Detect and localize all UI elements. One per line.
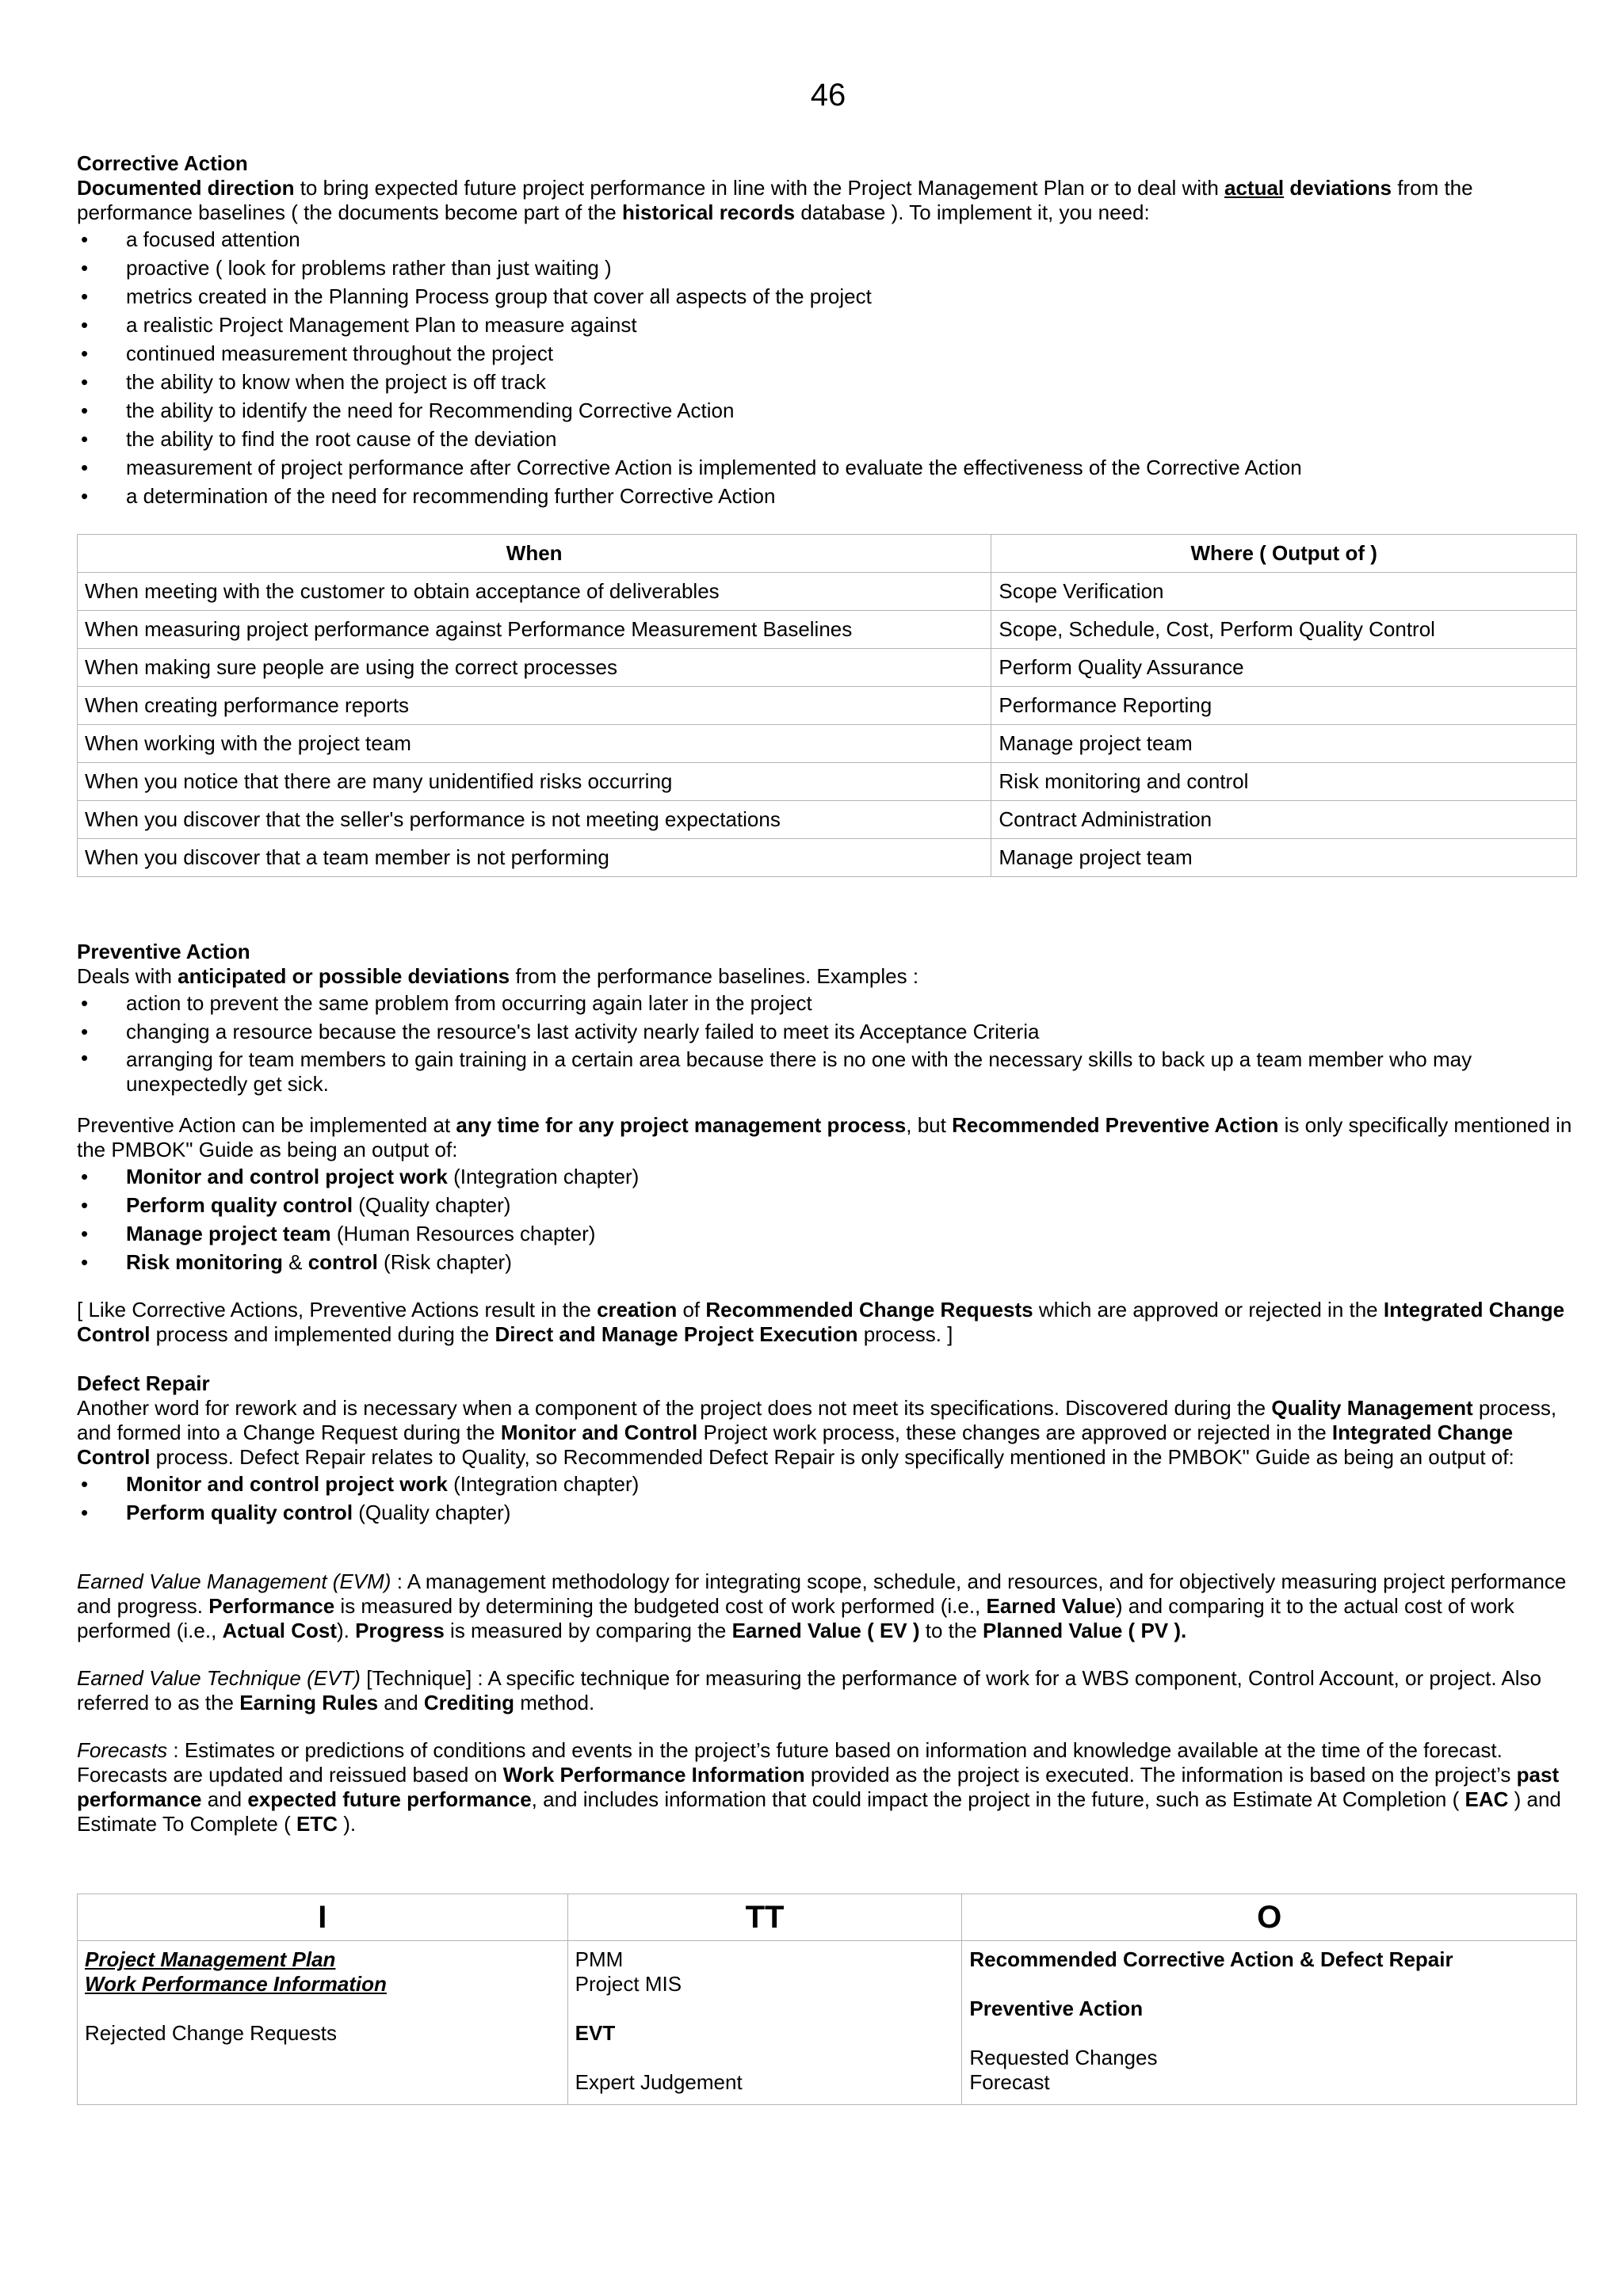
when-cell: When making sure people are using the correct processes	[78, 649, 991, 687]
list-item: • a realistic Project Management Plan to measure against	[77, 311, 1575, 339]
where-cell: Scope, Schedule, Cost, Perform Quality Control	[991, 611, 1577, 649]
corrective-action-intro: Documented direction to bring expected future project performance in line with the Project Management Plan or to deal with actual deviations from the performance baselines ( the documents become part of the historical records database ). To implement it, you need:	[77, 176, 1473, 224]
preventive-outputs-list	[77, 1162, 1575, 1276]
list-item: • the ability to find the root cause of the deviation	[77, 425, 1575, 453]
where-cell: Performance Reporting	[991, 687, 1577, 725]
list-item: • a determination of the need for recommending further Corrective Action	[77, 482, 1575, 510]
when-cell: When you notice that there are many unidentified risks occurring	[78, 763, 991, 801]
list-item: • Risk monitoring & control (Risk chapter)	[77, 1248, 1575, 1276]
preventive-action-section	[77, 940, 1575, 1097]
list-item: • Perform quality control (Quality chapter)	[77, 1498, 1575, 1527]
corrective-action-list	[77, 225, 1575, 510]
list-item: • action to prevent the same problem from occurring again later in the project	[77, 989, 1575, 1017]
when-cell: When meeting with the customer to obtain acceptance of deliverables	[78, 573, 991, 611]
list-item: • changing a resource because the resource's last activity nearly failed to meet its Acceptance Criteria	[77, 1017, 1575, 1046]
table-row	[78, 649, 1577, 687]
when-cell: When you discover that the seller's performance is not meeting expectations	[78, 801, 991, 839]
when-cell: When measuring project performance against Performance Measurement Baselines	[78, 611, 991, 649]
outputs-cell: Recommended Corrective Action & Defect Repair Preventive Action Requested Changes Forecast	[962, 1941, 1577, 2105]
column-header-inputs: I	[78, 1894, 568, 1941]
table-row	[78, 1941, 1577, 2105]
list-item: • Perform quality control (Quality chapter)	[77, 1191, 1575, 1219]
defect-repair-paragraph: Another word for rework and is necessary when a component of the project does not meet its specifications. Discovered during the Quality Management process, and formed into a Change Request during the Monitor and Control Project work process, these changes are approved or rejected in the Integrated Change Control process. Defect Repair relates to Quality, so Recommended Defect Repair is only specifically mentioned in the PMBOK" Guide as being an output of:	[77, 1396, 1557, 1469]
list-item: • Monitor and control project work (Integration chapter)	[77, 1470, 1575, 1498]
where-cell: Contract Administration	[991, 801, 1577, 839]
evm-definition: Earned Value Management (EVM) : A management methodology for integrating scope, schedule, and resources, and for objectively measuring project performance and progress. Performance is measured by determining the budgeted cost of work performed (i.e., Earned Value) and comparing it to the actual cost of work performed (i.e., Actual Cost). Progress is measured by comparing the Earned Value ( EV ) to the Planned Value ( PV ).	[77, 1569, 1567, 1642]
table-row	[78, 801, 1577, 839]
preventive-action-paragraph: Preventive Action can be implemented at any time for any project management process, but Recommended Preventive Action is only specifically mentioned in the PMBOK" Guide as being an output of:	[77, 1113, 1572, 1161]
table-row	[78, 687, 1577, 725]
defect-repair-heading: Defect Repair	[77, 1371, 210, 1395]
table-row	[78, 611, 1577, 649]
table-header-row	[78, 1894, 1577, 1941]
list-item: • arranging for team members to gain training in a certain area because there is no one with the necessary skills to back up a team member who may unexpectedly get sick.	[77, 1046, 1575, 1097]
list-item: • the ability to identify the need for Recommending Corrective Action	[77, 396, 1575, 425]
preventive-action-heading: Preventive Action	[77, 940, 250, 963]
list-item: • proactive ( look for problems rather than just waiting )	[77, 254, 1575, 282]
page-number: 46	[810, 78, 846, 113]
when-cell: When you discover that a team member is not performing	[78, 839, 991, 877]
table-row	[78, 839, 1577, 877]
list-item: • Manage project team (Human Resources chapter)	[77, 1219, 1575, 1248]
preventive-action-scope	[77, 1113, 1575, 1276]
table-row	[78, 763, 1577, 801]
preventive-action-intro: Deals with anticipated or possible deviations from the performance baselines. Examples :	[77, 964, 919, 988]
where-cell: Perform Quality Assurance	[991, 649, 1577, 687]
preventive-action-list	[77, 989, 1575, 1097]
where-cell: Manage project team	[991, 839, 1577, 877]
where-cell: Scope Verification	[991, 573, 1577, 611]
evt-definition: Earned Value Technique (EVT) [Technique] : A specific technique for measuring the performance of work for a WBS component, Control Account, or project. Also referred to as the Earning Rules and Crediting method.	[77, 1666, 1541, 1714]
corrective-action-heading: Corrective Action	[77, 151, 248, 175]
preventive-action-note: [ Like Corrective Actions, Preventive Actions result in the creation of Recommended Change Requests which are approved or rejected in the Integrated Change Control process and implemented during the Direct and Manage Project Execution process. ]	[77, 1298, 1565, 1346]
column-header-tools: TT	[567, 1894, 962, 1941]
when-where-table	[77, 534, 1577, 877]
list-item: • metrics created in the Planning Process group that cover all aspects of the project	[77, 282, 1575, 311]
when-cell: When working with the project team	[78, 725, 991, 763]
when-cell: When creating performance reports	[78, 687, 991, 725]
column-header-outputs: O	[962, 1894, 1577, 1941]
table-row	[78, 573, 1577, 611]
defect-outputs-list	[77, 1470, 1575, 1527]
column-header-when: When	[78, 535, 991, 573]
forecasts-definition: Forecasts : Estimates or predictions of conditions and events in the project’s future based on information and knowledge available at the time of the forecast. Forecasts are updated and reissued based on Work Performance Information provided as the project is executed. The information is based on the project’s past performance and expected future performance, and includes information that could impact the project in the future, such as Estimate At Completion ( EAC ) and Estimate To Complete ( ETC ).	[77, 1738, 1561, 1836]
list-item: • Monitor and control project work (Integration chapter)	[77, 1162, 1575, 1191]
list-item: • a focused attention	[77, 225, 1575, 254]
where-cell: Risk monitoring and control	[991, 763, 1577, 801]
table-row	[78, 725, 1577, 763]
defect-repair-section	[77, 1371, 1575, 1527]
list-item: • continued measurement throughout the project	[77, 339, 1575, 368]
inputs-cell: Project Management Plan Work Performance Information Rejected Change Requests	[78, 1941, 568, 2105]
table-header-row	[78, 535, 1577, 573]
tools-cell: PMM Project MIS EVT Expert Judgement	[567, 1941, 962, 2105]
list-item: • measurement of project performance after Corrective Action is implemented to evaluate the effectiveness of the Corrective Action	[77, 453, 1575, 482]
column-header-where: Where ( Output of )	[991, 535, 1577, 573]
list-item: • the ability to know when the project is off track	[77, 368, 1575, 396]
where-cell: Manage project team	[991, 725, 1577, 763]
corrective-action-section	[77, 151, 1575, 510]
ito-table	[77, 1894, 1577, 2105]
